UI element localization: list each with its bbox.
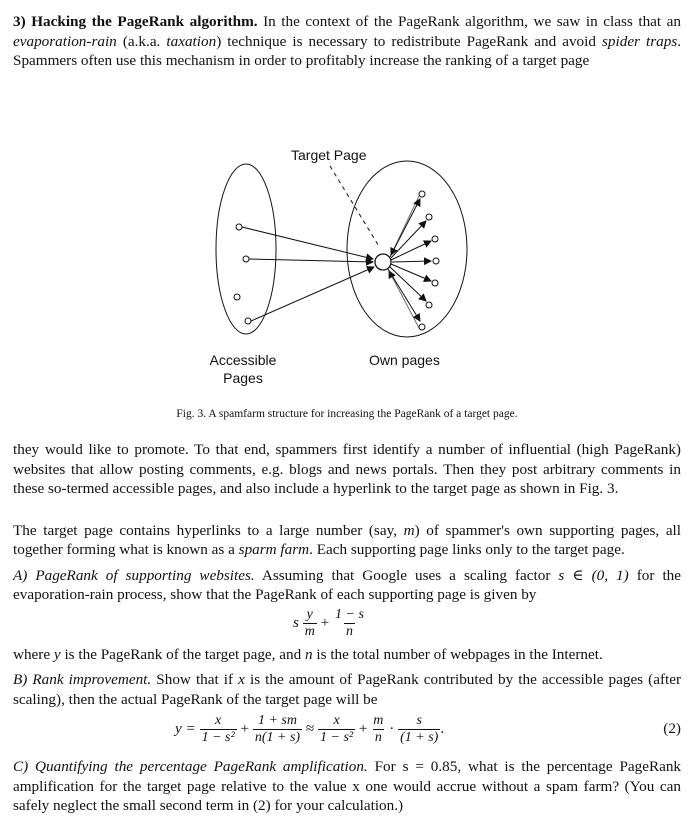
part-a-title: A) PageRank of supporting websites. — [13, 566, 255, 584]
continuation-paragraph: they would like to promote. To that end, spammers first identify a number of influential (high PageRank) websites that allow posting comments, e.g. blogs and news portals. Then they post arbitrary comments in these so-termed accessible pages, and also include a hyperlink to the target page as shown in Fig. 3. — [13, 441, 681, 497]
spam-farm-paragraph — [13, 521, 681, 560]
accessible-node — [245, 318, 251, 324]
intro-text-4: . Spammers often use this mechanism in order to profitably increase the ranking of a target page — [13, 32, 682, 69]
problem-title: Hacking the PageRank algorithm. — [31, 13, 258, 30]
fraction — [318, 713, 355, 746]
part-b-text-1: Show that if — [156, 671, 234, 688]
part-a-text-2: for the evaporation-rain process, show that the PageRank of each supporting page is given by — [13, 566, 681, 603]
figure-caption: Fig. 3. A spamfarm structure for increasing the PageRank of a target page. — [176, 407, 518, 420]
problem-intro — [13, 12, 681, 71]
fraction — [253, 713, 302, 746]
frac-num: x — [215, 713, 222, 728]
problem-page — [13, 12, 681, 816]
eq-period: . — [440, 719, 445, 737]
frac-den: 1 − s² — [320, 730, 354, 745]
eq-plus: + — [320, 613, 330, 631]
link-accessible-target — [249, 259, 373, 262]
part-a-text-1: Assuming that Google uses a scaling factor — [261, 566, 551, 584]
eq-y: y = — [175, 719, 196, 737]
part-b-title: B) Rank improvement. — [13, 671, 152, 688]
own-pages-ellipse — [347, 161, 467, 337]
frac-num: x — [333, 713, 340, 728]
eq-plus: + — [240, 719, 250, 737]
frac-den: m — [304, 623, 315, 639]
part-a-paragraph — [13, 566, 681, 605]
spamfarm-figure — [13, 71, 681, 411]
own-page-nodes — [419, 191, 439, 330]
term-sparm-farm: sparm farm — [238, 541, 310, 558]
frac-den: n(1 + s) — [254, 730, 301, 745]
fraction — [371, 713, 385, 746]
term-evaporation: evaporation-rain — [13, 32, 117, 50]
intro-text-2: (a.k.a. — [122, 32, 161, 50]
target-node — [375, 254, 391, 270]
term-taxation: taxation — [166, 32, 217, 50]
frac-den: n — [345, 623, 353, 639]
spam-farm-text-2: ) of spammer's own supporting pages, all together forming what is known as a — [13, 521, 681, 558]
equation-supporting-pagerank — [13, 605, 681, 645]
part-c-paragraph — [13, 757, 681, 816]
frac-num: 1 − s — [335, 606, 364, 622]
accessible-pages-label — [203, 351, 283, 387]
fraction-y-m — [303, 607, 317, 640]
where-text-2: is the PageRank of the target page, and — [64, 645, 302, 663]
eq-plus: + — [358, 719, 368, 737]
accessible-label-line1: Accessible — [209, 351, 277, 368]
var-n: n — [305, 645, 313, 663]
equation-2 — [13, 709, 681, 751]
var-m: m — [403, 521, 415, 539]
var-x: x — [238, 671, 245, 688]
intro-text-1: In the context of the PageRank algorithm, we saw in class that an — [263, 13, 682, 30]
accessible-label-line2: Pages — [223, 369, 263, 386]
part-b-text-2: is the amount of PageRank contributed by the accessible pages (after scaling), then the actual PageRank of the target page will be — [13, 671, 682, 708]
spam-farm-text-1: The target page contains hyperlinks to a large number (say, — [13, 521, 397, 539]
part-c-text: For s = 0.85, what is the percentage PageRank amplification for the target page relative to the value x one would accrue without a spam farm? (You can safely neglect the small second term in (2) for your calculation.) — [13, 758, 682, 814]
frac-den: (1 + s) — [400, 730, 439, 745]
fraction-1ms-n — [333, 607, 366, 640]
target-pointer — [330, 166, 380, 248]
frac-num: 1 + sm — [257, 713, 297, 728]
eq-s: s — [293, 613, 299, 631]
problem-number: 3) — [13, 13, 26, 30]
accessible-pages-ellipse — [216, 164, 276, 334]
eq-dot: · — [389, 719, 395, 737]
equation-number: (2) — [663, 720, 681, 737]
frac-num: m — [373, 713, 384, 728]
frac-den: 1 − s² — [201, 730, 235, 745]
spamfarm-diagram — [13, 71, 681, 401]
own-pages-label: Own pages — [369, 351, 440, 368]
part-b-paragraph — [13, 670, 681, 709]
spam-farm-text-3: . Each supporting page links only to the target page. — [309, 541, 625, 558]
eq-approx: ≈ — [305, 719, 315, 737]
frac-num: y — [306, 606, 313, 622]
intro-text-3: ) technique is necessary to redistribute PageRank and avoid — [216, 32, 596, 50]
fraction — [200, 713, 237, 746]
accessible-node — [236, 224, 242, 230]
where-text-1: where — [13, 645, 51, 663]
target-page-label: Target Page — [291, 146, 367, 163]
frac-num: s — [416, 713, 422, 728]
term-spider-traps: spider traps — [602, 32, 678, 50]
accessible-node — [243, 256, 249, 262]
part-c-title: C) Quantifying the percentage PageRank amplification. — [13, 758, 368, 775]
link-accessible-target — [242, 227, 373, 259]
accessible-node — [234, 294, 240, 300]
fraction — [398, 713, 440, 746]
where-text-3: is the total number of webpages in the Internet. — [316, 645, 603, 663]
var-y: y — [53, 645, 61, 663]
part-a-where — [13, 645, 681, 665]
part-a-s-range: s ∈ (0, 1) — [558, 566, 629, 584]
frac-den: n — [374, 730, 382, 745]
own-pages-links — [388, 196, 431, 328]
